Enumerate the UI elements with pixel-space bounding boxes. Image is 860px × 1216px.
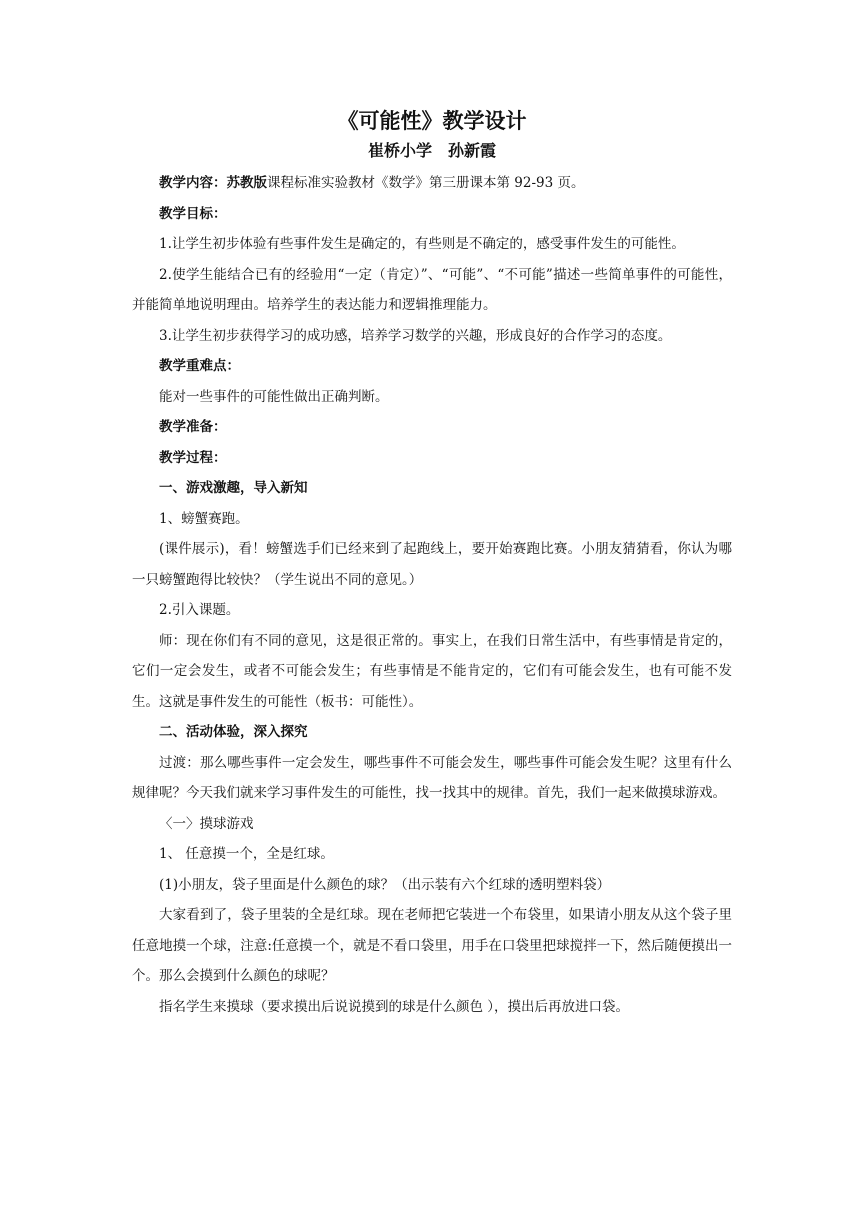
process-heading: 教学过程： <box>159 449 227 466</box>
key-points-text: 能对一些事件的可能性做出正确判断。 <box>159 388 389 405</box>
content-text: 课程标准实验教材《数学》第三册课本第 92-93 页。 <box>267 175 585 191</box>
key-points-heading: 教学重难点： <box>159 358 240 374</box>
section-2-paragraph-3: 指名学生来摸球（要求摸出后说说摸到的球是什么颜色 ），摸出后再放进口袋。 <box>159 998 630 1015</box>
goal-2: 2.使学生能结合已有的经验用“一定（肯定）”、“可能”、“不可能”描述一些简单事件的可能性，并能简单地说明理由。培养学生的表达能力和逻辑推理能力。 <box>132 266 732 313</box>
preparation-heading: 教学准备： <box>159 419 227 435</box>
goals-heading: 教学目标： <box>159 205 227 222</box>
section-2-paragraph-2: 大家看到了，袋子里装的全是红球。现在老师把它装进一个布袋里，如果请小朋友从这个袋子里任意地摸一个球，注意:任意摸一个，就是不看口袋里，用手在口袋里把球搅拌一下，然后随便摸出一个。那么会摸到什么颜色的球呢？ <box>132 907 732 984</box>
section-2-subheading: 〈一〉摸球游戏 <box>159 815 254 832</box>
author-line: 崔桥小学 孙新霞 <box>367 141 496 160</box>
section-2-item-1: 1、 任意摸一个，全是红球。 <box>159 846 334 862</box>
section-2-title: 二、活动体验，深入探究 <box>159 724 308 740</box>
teaching-content <box>132 168 732 199</box>
section-1-item-1: 1、螃蟹赛跑。 <box>159 510 249 527</box>
section-2-item-1a: (1)小朋友，袋子里面是什么颜色的球？（出示装有六个红球的透明塑料袋） <box>159 876 611 893</box>
goal-1: 1.让学生初步体验有些事件发生是确定的，有些则是不确定的，感受事件发生的可能性。 <box>159 236 685 252</box>
content-label: 教学内容： <box>159 175 227 191</box>
section-1-paragraph-1: (课件展示)，看！螃蟹选手们已经来到了起跑线上，要开始赛跑比赛。小朋友猜猜看，你认为哪一只螃蟹跑得比较快？（学生说出不同的意见。） <box>132 541 732 588</box>
goal-3: 3.让学生初步获得学习的成功感，培养学习数学的兴趣，形成良好的合作学习的态度。 <box>159 327 672 344</box>
content-publisher: 苏教版 <box>226 175 267 191</box>
section-1-paragraph-2: 师：现在你们有不同的意见，这是很正常的。事实上，在我们日常生活中，有些事情是肯定的，它们一定会发生，或者不可能会发生；有些事情是不能肯定的，它们有可能会发生，也有可能不发生。这就是事件发生的可能性（板书：可能性）。 <box>132 632 732 710</box>
document-page <box>132 104 732 1022</box>
section-1-title: 一、游戏激趣，导入新知 <box>159 480 308 496</box>
section-2-paragraph-1: 过渡：那么哪些事件一定会发生，哪些事件不可能会发生，哪些事件可能会发生呢？这里有什么规律呢？今天我们就来学习事件发生的可能性，找一找其中的规律。首先，我们一起来做摸球游戏。 <box>132 754 732 801</box>
document-title: 《可能性》教学设计 <box>337 108 527 133</box>
section-1-item-2: 2.引入课题。 <box>159 602 240 618</box>
